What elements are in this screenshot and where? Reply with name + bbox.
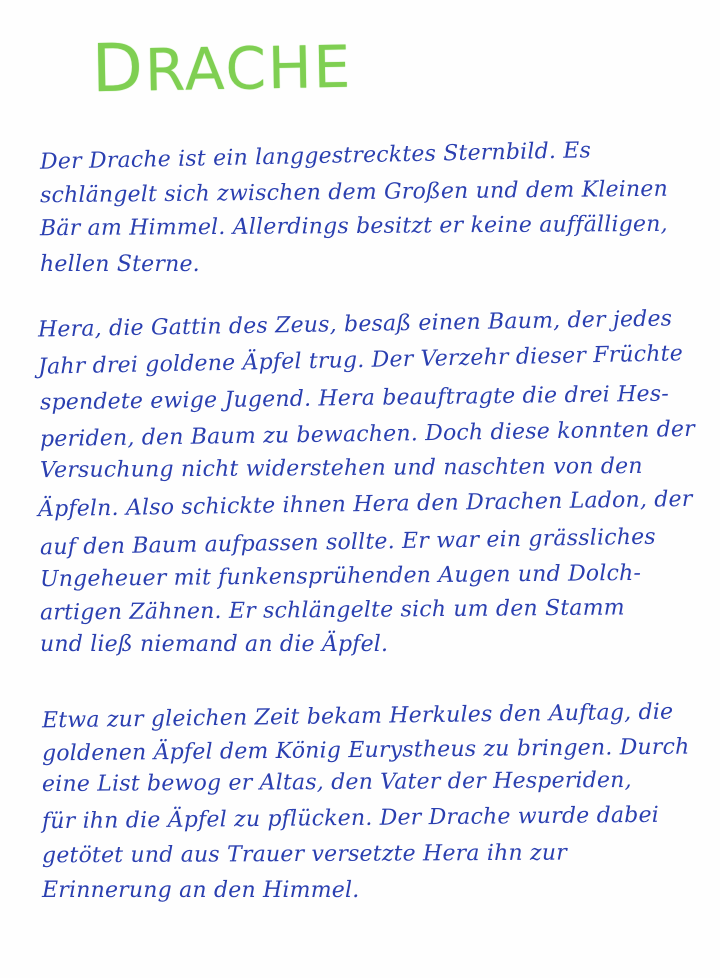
title-rest: RACHE bbox=[144, 32, 353, 105]
text-line: spendete ewige Jugend. Hera beauftragte die drei Hes- bbox=[39, 381, 670, 416]
title-initial: D bbox=[91, 29, 146, 108]
text-line: hellen Sterne. bbox=[40, 252, 200, 277]
text-line: eine List bewog er Altas, den Vater der Hesperiden, bbox=[41, 767, 632, 798]
text-line: auf den Baum aufpassen sollte. Er war ein grässliches bbox=[39, 524, 657, 561]
text-line: Ungeheuer mit funkensprühenden Augen und Dolch- bbox=[39, 560, 642, 593]
text-line: und ließ niemand an die Äpfel. bbox=[40, 632, 389, 657]
text-line: Hera, die Gattin des Zeus, besaß einen Baum, der jedes bbox=[37, 306, 673, 343]
text-line: getötet und aus Trauer versetzte Hera ihn zur bbox=[41, 840, 567, 869]
text-line: schlängelt sich zwischen dem Großen und dem Kleinen bbox=[39, 176, 669, 209]
text-line: Etwa zur gleichen Zeit bekam Herkules den Auftag, die bbox=[41, 699, 674, 734]
text-line: Äpfeln. Also schickte ihnen Hera den Drachen Ladon, der bbox=[37, 486, 693, 523]
text-line: artigen Zähnen. Er schlängelte sich um den Stamm bbox=[39, 595, 625, 626]
text-line: für ihn die Äpfel zu pflücken. Der Drache wurde dabei bbox=[41, 802, 660, 835]
text-line: Der Drache ist ein langgestrecktes Sternbild. Es bbox=[39, 138, 592, 175]
text-line: Versuchung nicht widerstehen und naschten von den bbox=[39, 453, 643, 484]
text-line: Bär am Himmel. Allerdings besitzt er keine auffälligen, bbox=[39, 211, 668, 242]
text-line: periden, den Baum zu bewachen. Doch diese konnten der bbox=[39, 416, 696, 453]
text-line: Erinnerung an den Himmel. bbox=[42, 878, 360, 903]
page-title bbox=[91, 29, 353, 108]
text-line: Jahr drei goldene Äpfel trug. Der Verzehr dieser Früchte bbox=[37, 341, 684, 380]
text-line: goldenen Äpfel dem König Eurystheus zu bringen. Durch bbox=[41, 734, 690, 767]
